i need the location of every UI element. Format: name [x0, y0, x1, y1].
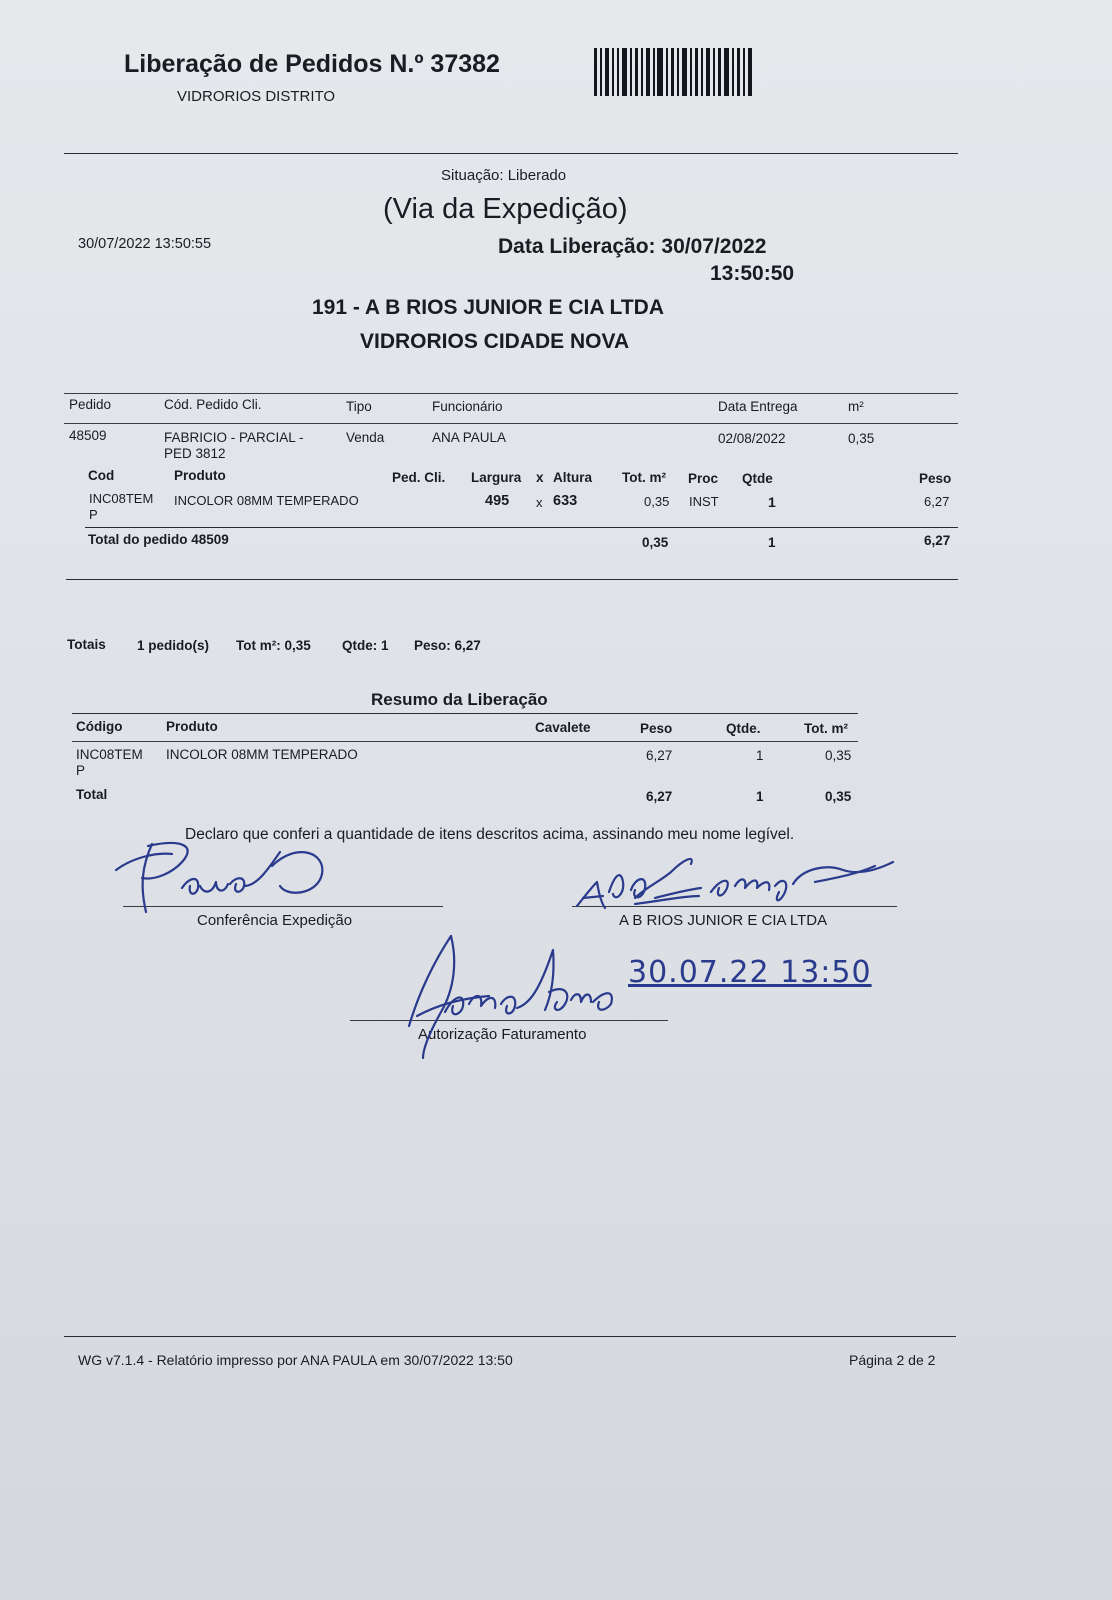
resumo-header-peso: Peso: [640, 721, 673, 736]
order-m2: 0,35: [848, 431, 875, 446]
items-header-x: x: [536, 470, 544, 485]
company-subtitle: VIDRORIOS DISTRITO: [177, 88, 336, 105]
items-header-qtde: Qtde: [742, 471, 773, 486]
col-header-cod-pedido-cli: Cód. Pedido Cli.: [164, 397, 262, 412]
situacao-label: Situação: Liberado: [441, 167, 567, 184]
order-section-bottom-line: [66, 579, 958, 580]
col-header-pedido: Pedido: [69, 397, 112, 412]
print-datetime: 30/07/2022 13:50:55: [78, 236, 212, 252]
totais-label: Totais: [67, 637, 106, 652]
col-header-data-entrega: Data Entrega: [718, 399, 798, 414]
items-header-proc: Proc: [688, 471, 719, 486]
document-title: Liberação de Pedidos N.º 37382: [124, 50, 500, 78]
resumo-qtde: 1: [756, 748, 764, 763]
resumo-tot-m2: 0,35: [825, 748, 852, 763]
client-name: 191 - A B RIOS JUNIOR E CIA LTDA: [312, 296, 664, 319]
resumo-title: Resumo da Liberação: [371, 690, 548, 709]
order-tipo: Venda: [346, 430, 385, 445]
item-produto: INCOLOR 08MM TEMPERADO: [174, 493, 359, 508]
barcode: [594, 48, 754, 98]
items-header-cod: Cod: [88, 468, 115, 483]
resumo-total-label: Total: [76, 787, 108, 802]
handwritten-datetime: 30.07.22 13:50: [628, 955, 872, 990]
item-x: x: [536, 495, 543, 510]
data-liberacao-time: 13:50:50: [710, 262, 795, 285]
resumo-header-qtde: Qtde.: [726, 721, 761, 736]
order-total-peso: 6,27: [924, 533, 951, 548]
order-cod-cli-cont: PED 3812: [164, 446, 226, 461]
totais-pedidos: 1 pedido(s): [137, 638, 210, 653]
items-header-ped-cli: Ped. Cli.: [392, 470, 446, 485]
footer-report-info: WG v7.1.4 - Relatório impresso por ANA PAULA em 30/07/2022 13:50: [78, 1352, 513, 1368]
resumo-total-peso: 6,27: [646, 789, 673, 804]
totais-peso: Peso: 6,27: [414, 638, 481, 653]
col-header-funcionario: Funcionário: [432, 399, 503, 414]
col-header-tipo: Tipo: [346, 399, 372, 414]
items-header-peso: Peso: [919, 471, 952, 486]
resumo-header-tot-m2: Tot. m²: [804, 721, 848, 736]
resumo-codigo: INC08TEM: [76, 747, 143, 762]
header-divider: [64, 153, 958, 154]
items-header-produto: Produto: [174, 468, 226, 483]
order-pedido: 48509: [69, 428, 107, 443]
order-total-label: Total do pedido 48509: [88, 532, 229, 547]
order-total-qtde: 1: [768, 535, 776, 550]
resumo-header-cavalete: Cavalete: [535, 720, 591, 735]
autorizacao-label: Autorização Faturamento: [418, 1026, 587, 1043]
conferencia-signature: [112, 836, 342, 916]
via-title: (Via da Expedição): [383, 193, 628, 225]
item-altura: 633: [553, 493, 578, 509]
resumo-peso: 6,27: [646, 748, 673, 763]
totais-tot-m2: Tot m²: 0,35: [236, 638, 311, 653]
autorizacao-signature: [405, 930, 625, 1062]
declaration-text: Declaro que conferi a quantidade de itens descritos acima, assinando meu nome legível.: [185, 826, 795, 843]
order-total-m2: 0,35: [642, 535, 669, 550]
item-cod: INC08TEM: [89, 491, 154, 506]
client-branch: VIDRORIOS CIDADE NOVA: [360, 330, 630, 353]
resumo-total-tot-m2: 0,35: [825, 789, 852, 804]
client-signature-label: A B RIOS JUNIOR E CIA LTDA: [619, 912, 828, 929]
totais-qtde: Qtde: 1: [342, 638, 389, 653]
resumo-top-line: [72, 713, 858, 714]
item-proc: INST: [689, 494, 719, 509]
col-header-m2: m²: [848, 399, 864, 414]
resumo-produto: INCOLOR 08MM TEMPERADO: [166, 747, 358, 762]
data-liberacao: Data Liberação: 30/07/2022: [498, 235, 767, 258]
item-peso: 6,27: [924, 494, 950, 509]
footer-divider: [64, 1336, 956, 1337]
item-cod-cont: P: [89, 507, 98, 522]
resumo-header-codigo: Código: [76, 719, 123, 734]
order-table-top-line: [64, 393, 958, 394]
resumo-codigo-cont: P: [76, 763, 86, 778]
items-header-tot-m2: Tot. m²: [622, 470, 666, 485]
conferencia-label: Conferência Expedição: [197, 912, 353, 929]
order-cod-cli: FABRICIO - PARCIAL -: [164, 430, 304, 445]
footer-page-number: Página 2 de 2: [849, 1352, 936, 1368]
resumo-header-produto: Produto: [166, 719, 218, 734]
item-tot-m2: 0,35: [644, 494, 670, 509]
order-data-entrega: 02/08/2022: [718, 431, 786, 446]
order-funcionario: ANA PAULA: [432, 430, 507, 445]
items-total-line: [85, 527, 958, 528]
items-header-largura: Largura: [471, 470, 522, 485]
client-signature: [575, 852, 895, 924]
items-header-altura: Altura: [553, 470, 593, 485]
order-table-header-line: [64, 423, 958, 424]
resumo-header-line: [72, 741, 858, 742]
item-largura: 495: [485, 493, 510, 509]
resumo-total-qtde: 1: [756, 789, 764, 804]
item-qtde: 1: [768, 494, 776, 510]
